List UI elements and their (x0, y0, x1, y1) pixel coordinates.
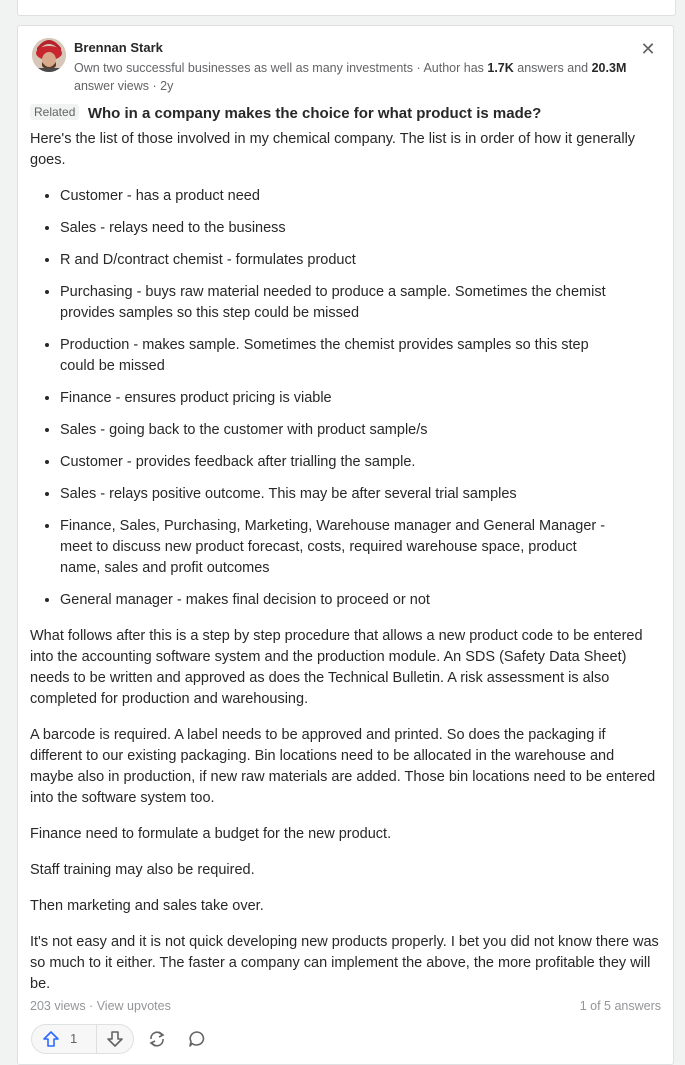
previous-question-card (17, 0, 676, 16)
answer-paragraph: A barcode is required. A label needs to be approved and printed. So does the packaging if different to our existing packaging. Bin locations need to be allocated in the warehouse and maybe also in production, if new raw materials are added. Those bin locations need to be entered into the software system too. (30, 727, 656, 806)
list-item: • Sales - relays positive outcome. This may be after several trial samples (60, 484, 660, 505)
related-question-row (30, 104, 660, 123)
list-item: • Purchasing - buys raw material needed to produce a sample. Sometimes the chemist provides samples so this step could be missed (60, 282, 660, 324)
author-avatar[interactable] (32, 38, 66, 72)
upvote-arrow-icon (42, 1030, 60, 1048)
list-item: • Sales - relays need to the business (60, 218, 660, 239)
share-icon (146, 1028, 168, 1050)
credential-views-suffix: answer views · 2y (74, 79, 174, 93)
answer-views-count: 20.3M (591, 61, 627, 75)
related-tag: Related (30, 104, 79, 120)
answers-count: 1 of 5 answers (579, 999, 661, 1013)
credential-text: Own two successful businesses as well as many investments · Author has (74, 61, 488, 75)
close-icon[interactable]: ✕ (640, 39, 656, 59)
downvote-arrow-icon (106, 1030, 124, 1048)
upvote-count: 1 (70, 1031, 78, 1046)
answer-paragraph: Staff training may also be required. (30, 862, 255, 878)
author-name[interactable]: Brennan Stark (74, 40, 163, 55)
answer-paragraph: What follows after this is a step by step procedure that allows a new product code to be entered into the accounting software system and the production module. An SDS (Safety Data Sheet) needs to be written and approved as does the Technical Bulletin. A risk assessment is also completed for production and warehousing. (30, 628, 643, 707)
share-button[interactable] (146, 1028, 168, 1050)
list-item: • Customer - has a product need (60, 186, 660, 207)
list-item: • General manager - makes final decision to proceed or not (60, 590, 660, 611)
comment-icon (186, 1028, 208, 1050)
credential-answers-suffix: answers and (513, 61, 592, 75)
answer-paragraph: Finance need to formulate a budget for the new product. (30, 826, 392, 842)
answer-card (17, 25, 674, 1065)
vote-controls (31, 1024, 134, 1054)
answer-count: 1.7K (487, 61, 514, 75)
list-item: • Sales - going back to the customer with product sample/s (60, 420, 660, 441)
downvote-button[interactable] (96, 1025, 133, 1053)
list-item: • Customer - provides feedback after trialling the sample. (60, 452, 660, 473)
previous-question-link[interactable] (34, 0, 336, 1)
related-question-link[interactable]: Who in a company makes the choice for what product is made? (87, 105, 542, 122)
views-upvotes-link[interactable]: 203 views · View upvotes (30, 999, 171, 1013)
answer-paragraph: Then marketing and sales take over. (30, 898, 264, 914)
answer-content (30, 129, 660, 1010)
list-item: • R and D/contract chemist - formulates product (60, 250, 660, 271)
list-item: • Finance - ensures product pricing is viable (60, 388, 660, 409)
roles-list (30, 186, 660, 611)
upvote-button[interactable] (32, 1025, 97, 1053)
list-item: • Finance, Sales, Purchasing, Marketing, Warehouse manager and General Manager - meet to discuss new product forecast, costs, required warehouse space, product name, sales and profit outcomes (60, 516, 660, 579)
author-credential (74, 59, 644, 95)
answer-paragraph: It's not easy and it is not quick developing new products properly. I bet you did not know there was so much to it either. The faster a company can implement the above, the more profitable they will be. (30, 934, 659, 992)
comment-button[interactable] (186, 1028, 208, 1050)
avatar-image (32, 38, 66, 72)
list-item: • Production - makes sample. Sometimes the chemist provides samples so this step could be missed (60, 335, 660, 377)
answer-intro: Here's the list of those involved in my chemical company. The list is in order of how it generally goes. (30, 131, 636, 168)
